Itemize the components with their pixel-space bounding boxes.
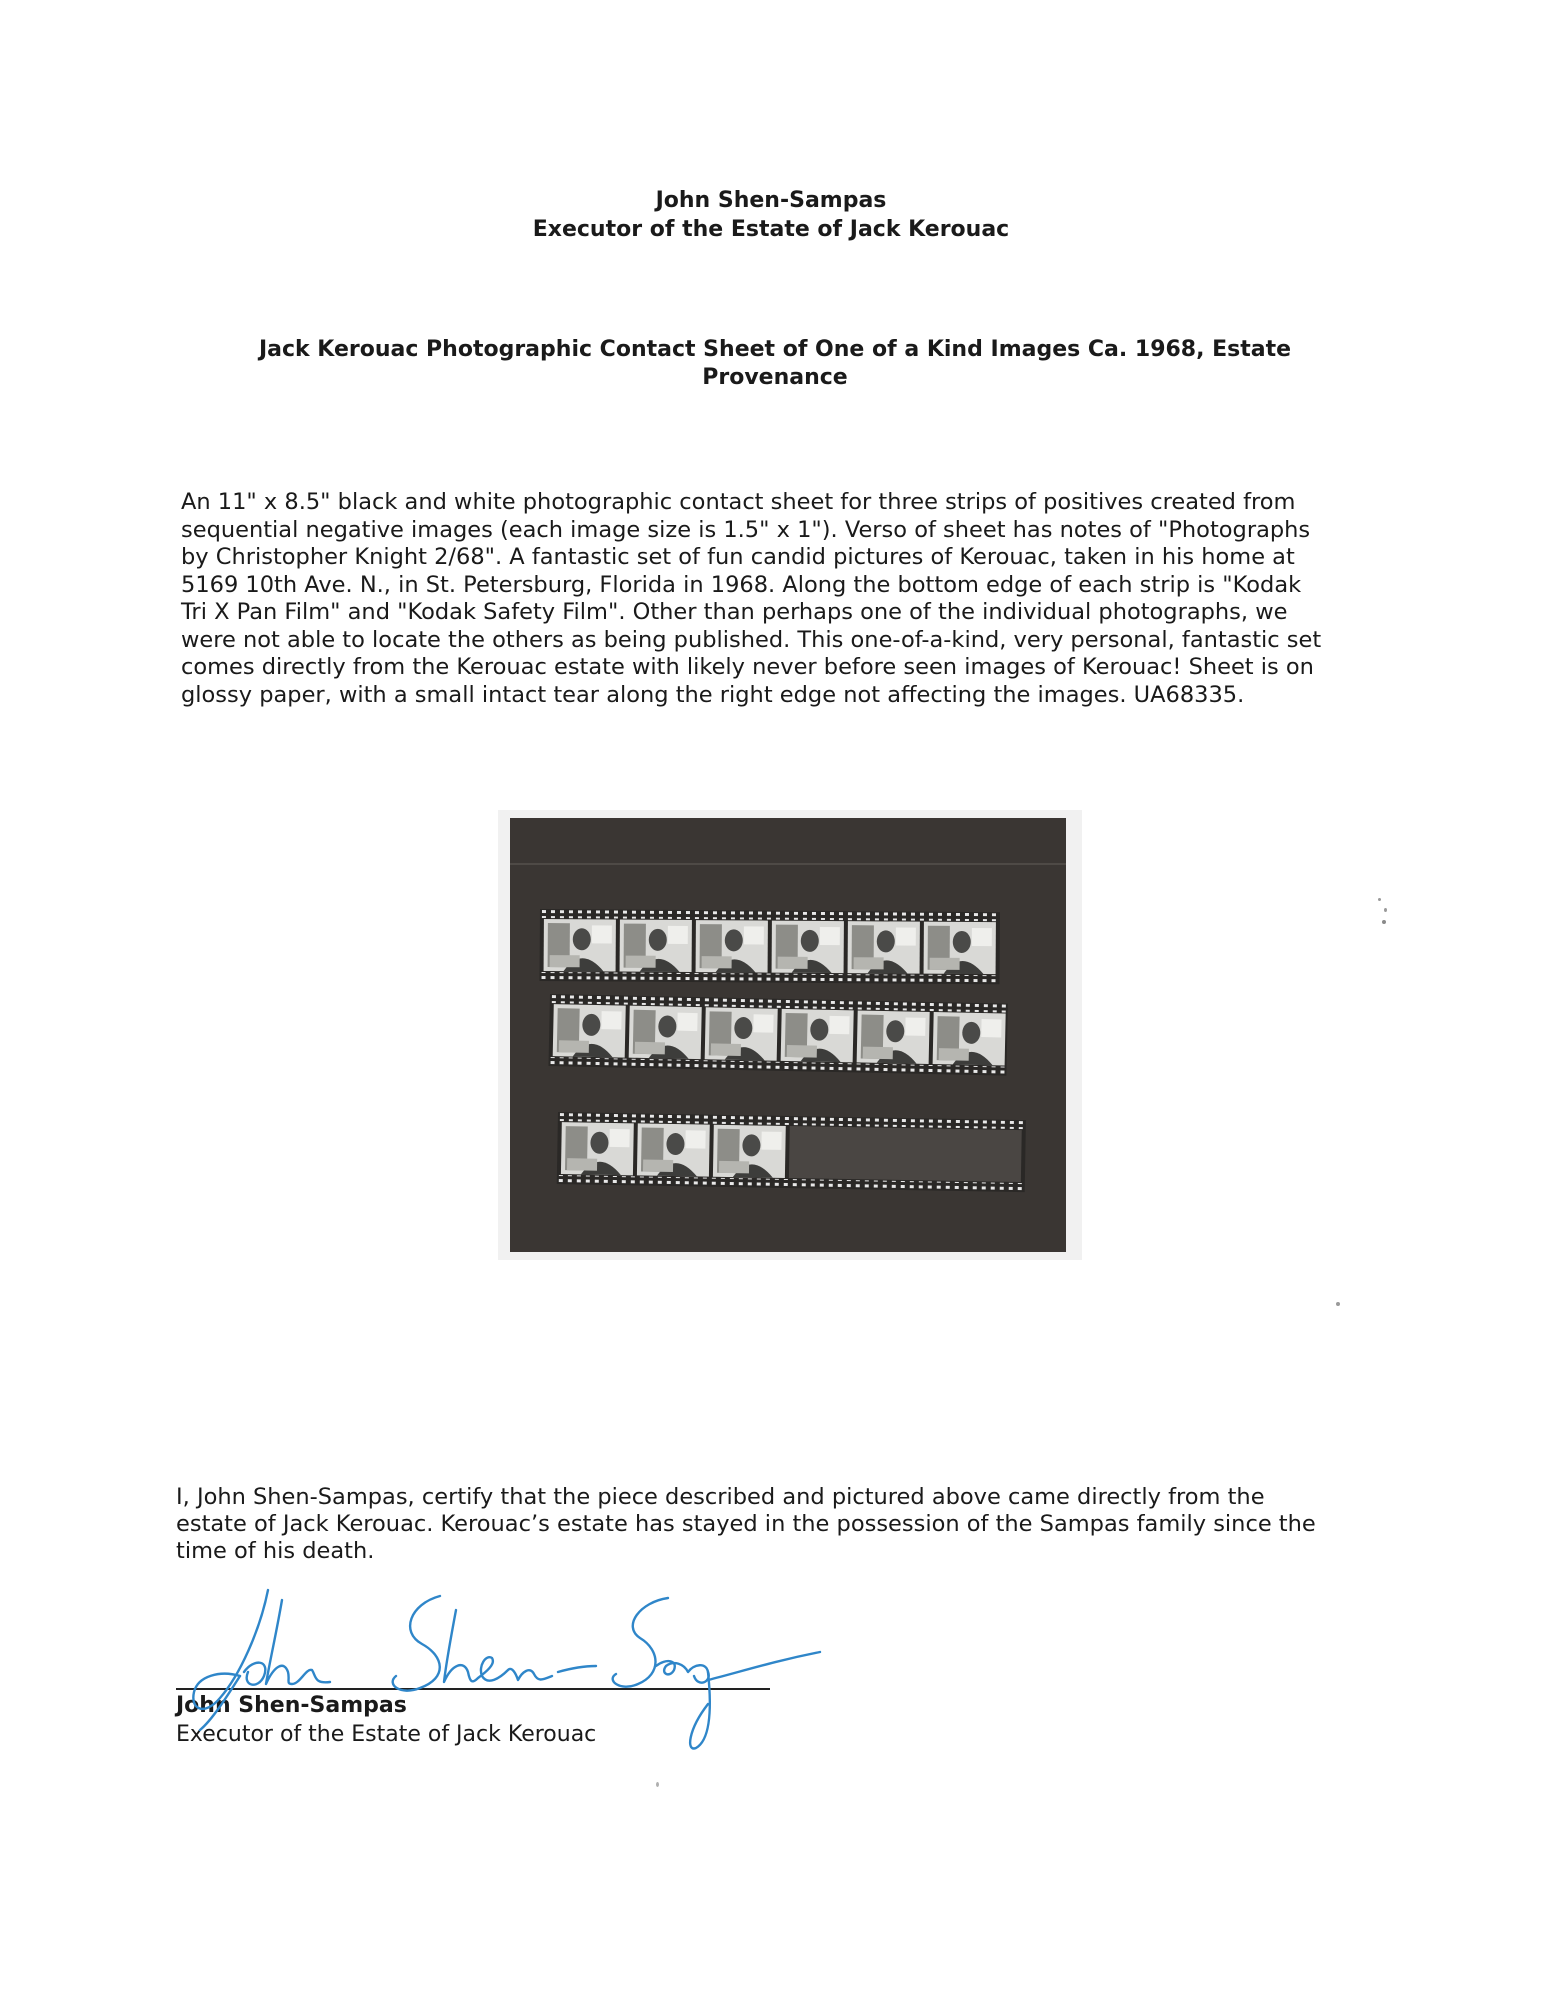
- film-strip-2: [548, 994, 1007, 1076]
- certification-line: time of his death.: [176, 1538, 375, 1564]
- signer-name: John Shen-Sampas: [176, 1693, 407, 1718]
- executor-role: Executor of the Estate of Jack Kerouac: [532, 217, 1010, 242]
- handwritten-signature: [160, 1580, 860, 1770]
- signer-role: Executor of the Estate of Jack Kerouac: [176, 1722, 597, 1747]
- description-line: sequential negative images (each image size is 1.5" x 1"). Verso of sheet has notes of "Photographs: [181, 516, 1311, 543]
- film-strip-1: [539, 909, 999, 984]
- scan-speck: [1382, 920, 1386, 924]
- film-strip-3: [557, 1112, 1026, 1192]
- scan-speck: [1336, 1302, 1340, 1306]
- certification-line: I, John Shen-Sampas, certify that the piece described and pictured above came directly from the: [176, 1484, 1265, 1510]
- scan-speck: [1378, 898, 1381, 901]
- document-title: Jack Kerouac Photographic Contact Sheet of One of a Kind Images Ca. 1968, Estate Provenance: [258, 337, 1292, 390]
- certification-line: estate of Jack Kerouac. Kerouac’s estate has stayed in the possession of the Sampas family since the: [176, 1511, 1316, 1537]
- description-line: glossy paper, with a small intact tear along the right edge not affecting the images. UA68335.: [181, 681, 1245, 708]
- letterhead: [0, 186, 1542, 244]
- item-description: [181, 489, 1361, 709]
- scan-speck: [656, 1782, 659, 1787]
- scan-speck: [1384, 908, 1387, 912]
- certification-statement: [176, 1484, 1366, 1565]
- description-line: 5169 10th Ave. N., in St. Petersburg, Florida in 1968. Along the bottom edge of each strip is "Kodak: [181, 571, 1302, 598]
- description-line: An 11" x 8.5" black and white photographic contact sheet for three strips of positives created from: [181, 489, 1296, 515]
- description-line: by Christopher Knight 2/68". A fantastic set of fun candid pictures of Kerouac, taken in his home at: [181, 544, 1295, 570]
- description-line: were not able to locate the others as being published. This one-of-a-kind, very personal, fantastic set: [181, 626, 1322, 653]
- contact-sheet-image: [498, 810, 1082, 1260]
- contact-sheet-photo: [498, 810, 1082, 1260]
- description-line: Tri X Pan Film" and "Kodak Safety Film". Other than perhaps one of the individual photographs, we: [181, 599, 1288, 625]
- executor-name: John Shen-Sampas: [655, 188, 887, 213]
- description-line: comes directly from the Kerouac estate with likely never before seen images of Kerouac! Sheet is on: [181, 654, 1314, 680]
